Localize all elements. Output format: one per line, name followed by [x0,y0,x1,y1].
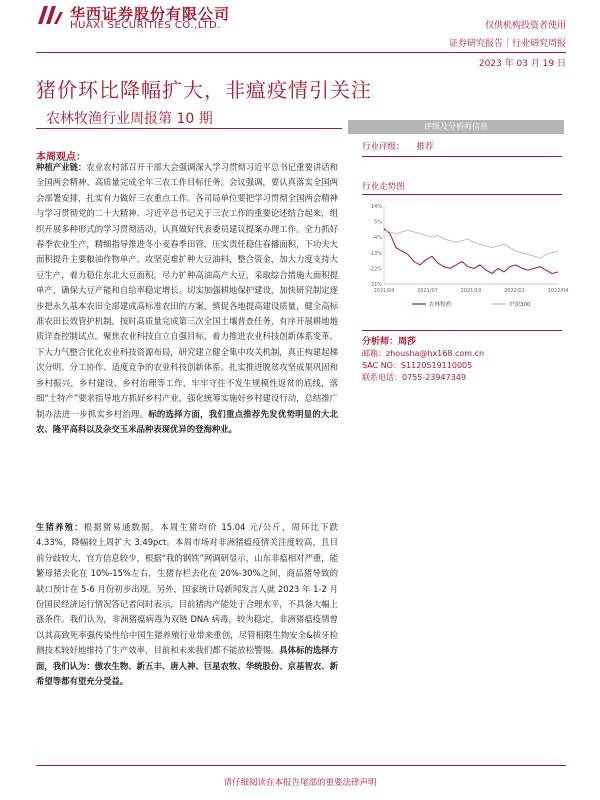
company-name-cn: 华西证券股份有限公司 [70,5,231,23]
paragraph-planting-conclusion: 标的选择方面，我们重点推荐先发优势明显的大北农、隆平高科以及杂交玉米品种表现优异的登海种业。 [36,408,339,434]
y-tick-label: -22% [369,266,382,273]
company-name-en: HUAXI SECURITIES CO.,LTD. [70,20,221,31]
legend-label-1: 农林牧渔 [429,302,452,308]
report-date: 2023 年 03 月 19 日 [478,59,566,69]
paragraph-hog-text: 根据猪易通数据，本周生猪均价 15.04 元/公斤，周环比下跌 4.33%，降幅较上周扩大 3.49pct。本周市场对非洲猪瘟疫情关注度较高，且目前分歧较大，官方信息较少，根据“我的钢铁”网调研显示，山东非瘟相对严重，能繁母猪去化在 10%-15%左右，生猪存栏去化在 20%-30%之间，商品猪导致的缺口预计在 5-6 月份初步出现。另外，国家统计局新闻发言人就 2023 年 1-2 月份国民经济运行情况答记者问时表示，目前猪肉产能处于合理水平，不具备大幅上涨条件。我们认为，非洲猪瘟病毒为双链 DNA 病毒，较为稳定，非洲猪瘟疫情曾以其高致死率强传染性给中国生猪养殖行业带来重创，尽管相限生物安全&拔牙检测技术较好地维持了生产效率，目前和未来我们都不能放松警惕。 [36,522,339,656]
analyst-sac: SAC NO：S1120519110005 [362,361,473,370]
x-tick-label: 2021/10 [460,288,482,294]
paragraph-hog-label: 生猪养殖： [36,522,84,532]
series-line-2 [384,230,558,258]
y-tick-label: -31% [369,282,382,288]
industry-trend-chart [362,200,569,322]
trend-chart-svg [362,200,569,322]
y-tick-label: -4% [372,235,382,242]
subtitle-divider [36,128,342,129]
x-tick-label: 2022/01 [504,288,525,294]
analyst-name: 分析师：周莎 [362,337,417,347]
paragraph-planting-text: 农业农村部召开干部大会强调深入学习贯彻习近平总书记重要讲话和全国两会精神、高质量完成全年三农工作目标任务。会议强调，要认真落实全国两会部署安排，扎实有力做好三农重点工作。各司局单位要把学习贯彻全国两会精神与学习贯彻党的二十大精神、习近平总书记关于三农工作的重要论述结合起来，组织开展多种形式的学习贯彻活动，认真做好代表委员建议提案办理工作。全力抓好春季农业生产，精细指导推进冬小麦春季田管，压实责任稳住春播面积，下功夫大面积提升主要粮油作物单产。攻坚克难扩种大豆油料，整合资金，加大力度支持大豆生产，着力稳住东北大豆面积，尽力扩种高油高产大豆，采取综合措施大面积提单产，确保大豆产能和自给率稳定增长。切实加强耕地保护建设，加快研究制定逐步把永久基本农田全部建成高标准农田的方案，慎促各地提高建设质量，健全高标准农田长效管护机制，按时高质量完成第三次全国土壤普查任务，有序开展耕地地质详查控制试点。聚焦农业科技自立自强目标，着力推进农业科技创新体系变革，下大力气整合优化农业科技资源布局，研究建立健全集中攻关机制，真正构建起梯次分明、分工协作、适度竞争的农业科技创新体系。扎实推进脱贫攻坚成果巩固和乡村振兴，乡村建设、乡村治理等工作，牢牢守住不发生规模性返贫的底线，落细“土特产”要求指导地方抓好乡村产业，强化统筹实施好乡村建设行动，总结推广制办法进一步抓实乡村治理。 [36,162,339,419]
sidebar-header: 评级及分析师信息 [348,120,564,134]
analyst-divider [362,330,562,331]
analyst-email: 邮箱：zhousha@hx168.com.cn [362,349,485,358]
rating-divider [362,156,562,157]
y-tick-label: -13% [369,250,382,257]
audience-note: 仅供机构投资者使用 [484,21,566,31]
rating-value: 推荐 [416,142,434,152]
header-divider [36,52,566,53]
paragraph-planting [36,160,338,437]
chart-divider [362,194,562,195]
rating-label: 行业评级： [362,142,405,152]
huaxi-logo-icon [36,4,64,26]
x-tick-label: 2021/04 [373,288,395,294]
x-tick-label: 2022/04 [547,288,569,294]
rating-row [362,140,446,152]
series-line-1 [384,229,558,274]
footer-disclaimer: 请仔细阅读在本报告尾部的重要法律声明 [223,778,377,788]
paragraph-hog-conclusion: 具体标的选择方面，我们认为：傲农生物、新五丰、唐人神、巨星农牧、华统股份、京基智农、新希望等都有望充分受益。 [36,645,339,687]
report-subtitle: 农林牧渔行业周报第 10 期 [46,111,213,127]
paragraph-hog [36,520,338,689]
x-tick-label: 2021/07 [417,288,438,294]
section-label: 本周观点： [36,152,86,163]
y-tick-label: 14% [370,204,382,210]
y-tick-label: 5% [374,219,382,226]
footer-divider [36,765,566,766]
chart-title: 行业走势图 [362,182,405,192]
legend-label-2: 沪深300 [509,302,531,308]
analyst-phone: 联系电话：0755-23947349 [362,373,466,382]
report-category: 证券研究报告｜行业研究周报 [448,39,566,49]
paragraph-planting-label: 种植产业链： [36,162,87,172]
report-title: 猪价环比降幅扩大，非瘟疫情引关注 [36,78,372,102]
